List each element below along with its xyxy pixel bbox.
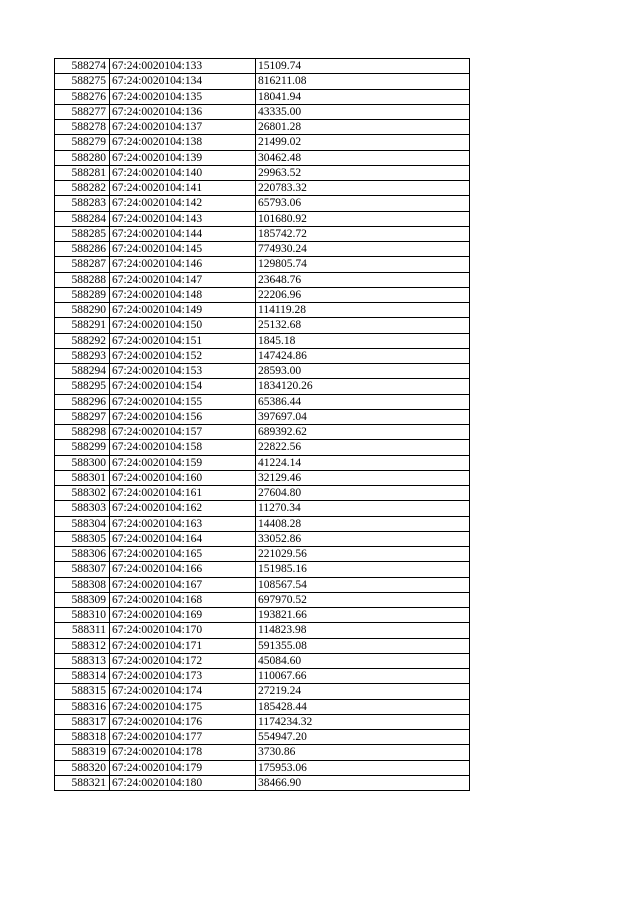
amount-cell: 29963.52 <box>256 165 470 180</box>
row-id-cell: 588301 <box>55 470 110 485</box>
row-id-cell: 588299 <box>55 440 110 455</box>
row-id-cell: 588286 <box>55 242 110 257</box>
row-id-cell: 588313 <box>55 653 110 668</box>
cadastral-number-cell: 67:24:0020104:139 <box>110 150 256 165</box>
cadastral-number-cell: 67:24:0020104:146 <box>110 257 256 272</box>
cadastral-number-cell: 67:24:0020104:134 <box>110 74 256 89</box>
amount-cell: 26801.28 <box>256 120 470 135</box>
table-row <box>55 440 470 455</box>
row-id-cell: 588310 <box>55 608 110 623</box>
amount-cell: 25132.68 <box>256 318 470 333</box>
row-id-cell: 588304 <box>55 516 110 531</box>
table-row <box>55 745 470 760</box>
cadastral-number-cell: 67:24:0020104:149 <box>110 303 256 318</box>
cadastral-number-cell: 67:24:0020104:145 <box>110 242 256 257</box>
cadastral-number-cell: 67:24:0020104:138 <box>110 135 256 150</box>
cadastral-number-cell: 67:24:0020104:179 <box>110 760 256 775</box>
amount-cell: 193821.66 <box>256 608 470 623</box>
row-id-cell: 588281 <box>55 165 110 180</box>
row-id-cell: 588274 <box>55 59 110 74</box>
row-id-cell: 588283 <box>55 196 110 211</box>
row-id-cell: 588287 <box>55 257 110 272</box>
amount-cell: 147424.86 <box>256 348 470 363</box>
table-row <box>55 303 470 318</box>
amount-cell: 774930.24 <box>256 242 470 257</box>
amount-cell: 30462.48 <box>256 150 470 165</box>
cadastral-number-cell: 67:24:0020104:133 <box>110 59 256 74</box>
cadastral-number-cell: 67:24:0020104:171 <box>110 638 256 653</box>
amount-cell: 22206.96 <box>256 287 470 302</box>
table-row <box>55 547 470 562</box>
table-row <box>55 257 470 272</box>
cadastral-number-cell: 67:24:0020104:174 <box>110 684 256 699</box>
amount-cell: 3730.86 <box>256 745 470 760</box>
amount-cell: 22822.56 <box>256 440 470 455</box>
table-body <box>55 59 470 791</box>
row-id-cell: 588291 <box>55 318 110 333</box>
amount-cell: 114823.98 <box>256 623 470 638</box>
amount-cell: 33052.86 <box>256 531 470 546</box>
row-id-cell: 588307 <box>55 562 110 577</box>
table-row <box>55 730 470 745</box>
amount-cell: 151985.16 <box>256 562 470 577</box>
table-row <box>55 623 470 638</box>
cadastral-number-cell: 67:24:0020104:154 <box>110 379 256 394</box>
cadastral-number-cell: 67:24:0020104:150 <box>110 318 256 333</box>
row-id-cell: 588302 <box>55 486 110 501</box>
cadastral-number-cell: 67:24:0020104:168 <box>110 592 256 607</box>
row-id-cell: 588293 <box>55 348 110 363</box>
row-id-cell: 588294 <box>55 364 110 379</box>
cadastral-number-cell: 67:24:0020104:169 <box>110 608 256 623</box>
table-row <box>55 577 470 592</box>
row-id-cell: 588314 <box>55 669 110 684</box>
table-row <box>55 714 470 729</box>
cadastral-number-cell: 67:24:0020104:135 <box>110 89 256 104</box>
row-id-cell: 588296 <box>55 394 110 409</box>
table-row <box>55 531 470 546</box>
data-table <box>54 58 470 791</box>
amount-cell: 18041.94 <box>256 89 470 104</box>
cadastral-number-cell: 67:24:0020104:170 <box>110 623 256 638</box>
table-row <box>55 516 470 531</box>
cadastral-number-cell: 67:24:0020104:140 <box>110 165 256 180</box>
row-id-cell: 588300 <box>55 455 110 470</box>
row-id-cell: 588292 <box>55 333 110 348</box>
row-id-cell: 588276 <box>55 89 110 104</box>
cadastral-number-cell: 67:24:0020104:143 <box>110 211 256 226</box>
table-row <box>55 409 470 424</box>
table-row <box>55 684 470 699</box>
table-row <box>55 760 470 775</box>
row-id-cell: 588315 <box>55 684 110 699</box>
row-id-cell: 588278 <box>55 120 110 135</box>
row-id-cell: 588282 <box>55 181 110 196</box>
table-row <box>55 470 470 485</box>
table-row <box>55 272 470 287</box>
cadastral-number-cell: 67:24:0020104:152 <box>110 348 256 363</box>
table-row <box>55 211 470 226</box>
row-id-cell: 588275 <box>55 74 110 89</box>
cadastral-number-cell: 67:24:0020104:151 <box>110 333 256 348</box>
amount-cell: 1845.18 <box>256 333 470 348</box>
cadastral-number-cell: 67:24:0020104:155 <box>110 394 256 409</box>
table-row <box>55 608 470 623</box>
table-row <box>55 455 470 470</box>
table-row <box>55 226 470 241</box>
amount-cell: 41224.14 <box>256 455 470 470</box>
row-id-cell: 588311 <box>55 623 110 638</box>
amount-cell: 38466.90 <box>256 775 470 790</box>
cadastral-number-cell: 67:24:0020104:164 <box>110 531 256 546</box>
row-id-cell: 588320 <box>55 760 110 775</box>
table-row <box>55 638 470 653</box>
table-row <box>55 425 470 440</box>
amount-cell: 65793.06 <box>256 196 470 211</box>
amount-cell: 14408.28 <box>256 516 470 531</box>
table-row <box>55 394 470 409</box>
table-row <box>55 592 470 607</box>
amount-cell: 23648.76 <box>256 272 470 287</box>
amount-cell: 28593.00 <box>256 364 470 379</box>
row-id-cell: 588309 <box>55 592 110 607</box>
cadastral-number-cell: 67:24:0020104:177 <box>110 730 256 745</box>
row-id-cell: 588298 <box>55 425 110 440</box>
table-row <box>55 181 470 196</box>
cadastral-number-cell: 67:24:0020104:141 <box>110 181 256 196</box>
cadastral-number-cell: 67:24:0020104:176 <box>110 714 256 729</box>
cadastral-number-cell: 67:24:0020104:172 <box>110 653 256 668</box>
amount-cell: 15109.74 <box>256 59 470 74</box>
row-id-cell: 588305 <box>55 531 110 546</box>
table-row <box>55 333 470 348</box>
row-id-cell: 588321 <box>55 775 110 790</box>
amount-cell: 21499.02 <box>256 135 470 150</box>
row-id-cell: 588290 <box>55 303 110 318</box>
table-row <box>55 348 470 363</box>
amount-cell: 32129.46 <box>256 470 470 485</box>
amount-cell: 11270.34 <box>256 501 470 516</box>
amount-cell: 45084.60 <box>256 653 470 668</box>
row-id-cell: 588295 <box>55 379 110 394</box>
cadastral-number-cell: 67:24:0020104:166 <box>110 562 256 577</box>
amount-cell: 114119.28 <box>256 303 470 318</box>
amount-cell: 221029.56 <box>256 547 470 562</box>
cadastral-number-cell: 67:24:0020104:158 <box>110 440 256 455</box>
cadastral-number-cell: 67:24:0020104:160 <box>110 470 256 485</box>
row-id-cell: 588303 <box>55 501 110 516</box>
amount-cell: 591355.08 <box>256 638 470 653</box>
cadastral-number-cell: 67:24:0020104:167 <box>110 577 256 592</box>
cadastral-number-cell: 67:24:0020104:175 <box>110 699 256 714</box>
cadastral-number-cell: 67:24:0020104:147 <box>110 272 256 287</box>
table-row <box>55 287 470 302</box>
amount-cell: 397697.04 <box>256 409 470 424</box>
row-id-cell: 588317 <box>55 714 110 729</box>
table-row <box>55 364 470 379</box>
table-row <box>55 699 470 714</box>
amount-cell: 1174234.32 <box>256 714 470 729</box>
table-row <box>55 59 470 74</box>
row-id-cell: 588284 <box>55 211 110 226</box>
table-row <box>55 775 470 790</box>
row-id-cell: 588288 <box>55 272 110 287</box>
row-id-cell: 588279 <box>55 135 110 150</box>
amount-cell: 43335.00 <box>256 104 470 119</box>
amount-cell: 689392.62 <box>256 425 470 440</box>
cadastral-number-cell: 67:24:0020104:157 <box>110 425 256 440</box>
table-row <box>55 89 470 104</box>
cadastral-number-cell: 67:24:0020104:144 <box>110 226 256 241</box>
row-id-cell: 588312 <box>55 638 110 653</box>
row-id-cell: 588308 <box>55 577 110 592</box>
table-row <box>55 653 470 668</box>
row-id-cell: 588289 <box>55 287 110 302</box>
table-row <box>55 501 470 516</box>
amount-cell: 65386.44 <box>256 394 470 409</box>
amount-cell: 554947.20 <box>256 730 470 745</box>
cadastral-number-cell: 67:24:0020104:163 <box>110 516 256 531</box>
cadastral-number-cell: 67:24:0020104:165 <box>110 547 256 562</box>
amount-cell: 108567.54 <box>256 577 470 592</box>
amount-cell: 185428.44 <box>256 699 470 714</box>
row-id-cell: 588319 <box>55 745 110 760</box>
amount-cell: 1834120.26 <box>256 379 470 394</box>
table-row <box>55 562 470 577</box>
cadastral-number-cell: 67:24:0020104:178 <box>110 745 256 760</box>
row-id-cell: 588297 <box>55 409 110 424</box>
table-row <box>55 165 470 180</box>
row-id-cell: 588306 <box>55 547 110 562</box>
amount-cell: 27219.24 <box>256 684 470 699</box>
table-row <box>55 120 470 135</box>
table-row <box>55 135 470 150</box>
amount-cell: 175953.06 <box>256 760 470 775</box>
amount-cell: 110067.66 <box>256 669 470 684</box>
amount-cell: 220783.32 <box>256 181 470 196</box>
amount-cell: 185742.72 <box>256 226 470 241</box>
cadastral-number-cell: 67:24:0020104:137 <box>110 120 256 135</box>
table-row <box>55 242 470 257</box>
cadastral-number-cell: 67:24:0020104:173 <box>110 669 256 684</box>
amount-cell: 697970.52 <box>256 592 470 607</box>
cadastral-number-cell: 67:24:0020104:156 <box>110 409 256 424</box>
row-id-cell: 588277 <box>55 104 110 119</box>
cadastral-number-cell: 67:24:0020104:162 <box>110 501 256 516</box>
table-row <box>55 318 470 333</box>
cadastral-number-cell: 67:24:0020104:159 <box>110 455 256 470</box>
amount-cell: 816211.08 <box>256 74 470 89</box>
table-row <box>55 669 470 684</box>
amount-cell: 101680.92 <box>256 211 470 226</box>
row-id-cell: 588285 <box>55 226 110 241</box>
cadastral-number-cell: 67:24:0020104:136 <box>110 104 256 119</box>
amount-cell: 27604.80 <box>256 486 470 501</box>
table-row <box>55 379 470 394</box>
row-id-cell: 588280 <box>55 150 110 165</box>
row-id-cell: 588316 <box>55 699 110 714</box>
table-row <box>55 486 470 501</box>
cadastral-number-cell: 67:24:0020104:142 <box>110 196 256 211</box>
table-row <box>55 104 470 119</box>
cadastral-number-cell: 67:24:0020104:148 <box>110 287 256 302</box>
row-id-cell: 588318 <box>55 730 110 745</box>
cadastral-number-cell: 67:24:0020104:180 <box>110 775 256 790</box>
table-row <box>55 196 470 211</box>
cadastral-number-cell: 67:24:0020104:153 <box>110 364 256 379</box>
cadastral-number-cell: 67:24:0020104:161 <box>110 486 256 501</box>
table-row <box>55 74 470 89</box>
table-row <box>55 150 470 165</box>
amount-cell: 129805.74 <box>256 257 470 272</box>
